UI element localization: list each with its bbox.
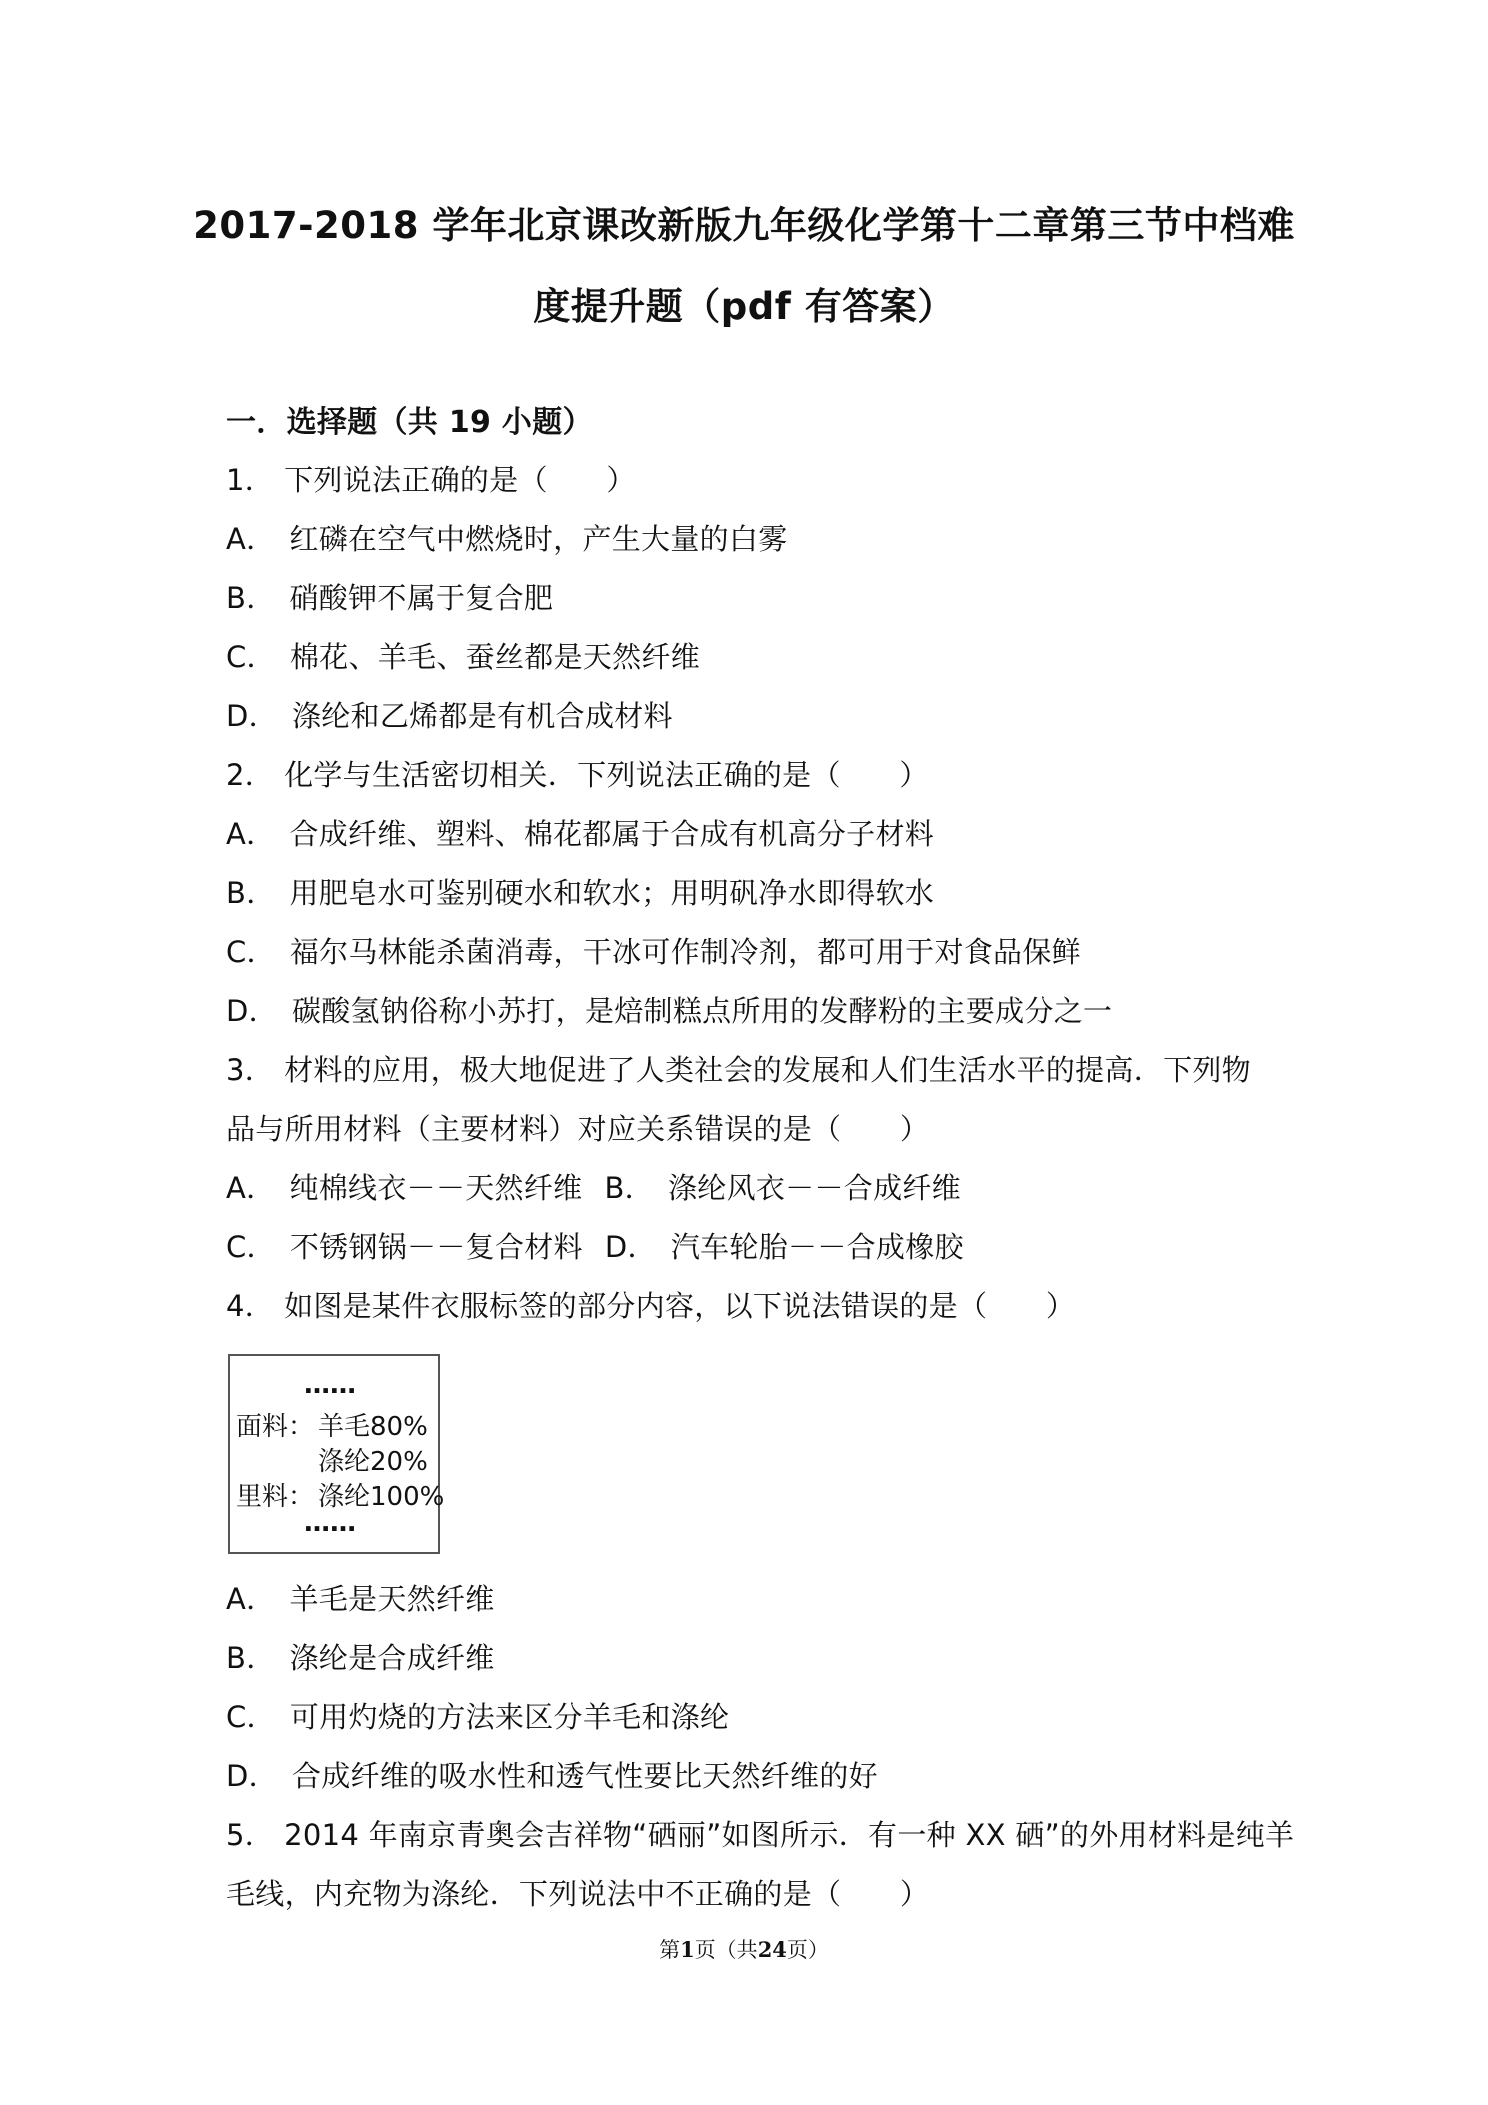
label-fabric-polyester: 涤纶20% [318,1447,428,1477]
q1-option-c [226,637,700,677]
question-stem: 化学与生活密切相关．下列说法正确的是（ ） [284,758,929,792]
label-fabric-key: 面料： [236,1412,315,1442]
clothing-label-figure [228,1354,445,1554]
option-letter: A． [226,1582,276,1616]
document-title-line-1: 2017-2018 学年北京课改新版九年级化学第十二章第三节中档难 [193,204,1295,247]
option-text: 棉花、羊毛、蚕丝都是天然纤维 [289,640,701,674]
option-letter: D． [226,699,278,733]
footer-suffix: 页） [786,1938,829,1962]
label-lining-key: 里料： [236,1482,315,1512]
q1-option-d [226,696,673,736]
q1-option-a [226,519,788,559]
option-letter: D． [226,1759,278,1793]
question-3 [226,1050,1251,1090]
label-ellipsis-top: …… [304,1370,356,1400]
q2-option-a [226,814,934,854]
option-text: 纯棉线衣－－天然纤维 [289,1171,583,1205]
q4-option-a [226,1579,495,1619]
option-letter: C． [226,935,276,969]
option-text: 合成纤维、塑料、棉花都属于合成有机高分子材料 [289,817,935,851]
option-letter: B． [604,1171,654,1205]
question-number: 3． [226,1053,275,1087]
option-text: 羊毛是天然纤维 [289,1582,495,1616]
option-letter: C． [226,1230,276,1264]
option-letter: A． [226,1171,276,1205]
question-1 [226,460,636,500]
q4-option-b [226,1638,495,1678]
question-stem-line-1: 2014 年南京青奥会吉祥物“硒丽”如图所示．有一种 XX 硒”的外用材料是纯羊 [284,1818,1295,1852]
option-text: 涤纶风衣－－合成纤维 [667,1171,961,1205]
question-5 [226,1815,1294,1855]
option-text: 不锈钢锅－－复合材料 [289,1230,583,1264]
label-lining-polyester: 涤纶100% [318,1482,445,1512]
option-letter: B． [226,1641,276,1675]
question-4 [226,1286,1075,1326]
question-5-continued: 毛线，内充物为涤纶．下列说法中不正确的是（ ） [226,1877,930,1911]
section-heading: 一．选择题（共 19 小题） [226,405,593,440]
option-letter: A． [226,817,276,851]
footer-page-number: 1 [680,1937,695,1962]
question-stem: 下列说法正确的是（ ） [284,463,636,497]
option-letter: C． [226,1700,276,1734]
option-letter: D． [226,994,278,1028]
q4-option-c [226,1697,729,1737]
option-text: 合成纤维的吸水性和透气性要比天然纤维的好 [291,1759,878,1793]
question-2 [226,755,929,795]
option-text: 碳酸氢钠俗称小苏打，是焙制糕点所用的发酵粉的主要成分之一 [291,994,1113,1028]
option-text: 涤纶和乙烯都是有机合成材料 [291,699,673,733]
q1-option-b [226,578,553,618]
option-text: 福尔马林能杀菌消毒，干冰可作制冷剂，都可用于对食品保鲜 [289,935,1081,969]
q3-options-cd [226,1227,964,1267]
question-number: 4． [226,1289,275,1323]
option-text: 硝酸钾不属于复合肥 [289,581,554,615]
question-stem-line-1: 材料的应用，极大地促进了人类社会的发展和人们生活水平的提高．下列物 [284,1053,1251,1087]
option-letter: D． [604,1230,657,1264]
q3-options-ab [226,1168,961,1208]
option-text: 涤纶是合成纤维 [289,1641,495,1675]
option-text: 可用灼烧的方法来区分羊毛和涤纶 [289,1700,730,1734]
q2-option-b [226,873,934,913]
page-footer [0,1934,1488,1964]
label-fabric-wool: 羊毛80% [318,1412,428,1442]
option-text: 汽车轮胎－－合成橡胶 [670,1230,964,1264]
question-number: 2． [226,758,275,792]
option-letter: B． [226,876,276,910]
option-text: 用肥皂水可鉴别硬水和软水；用明矾净水即得软水 [289,876,935,910]
question-stem: 如图是某件衣服标签的部分内容，以下说法错误的是（ ） [284,1289,1076,1323]
q2-option-c [226,932,1081,972]
question-3-continued: 品与所用材料（主要材料）对应关系错误的是（ ） [226,1112,930,1146]
question-number: 5． [226,1818,275,1852]
option-letter: C． [226,640,276,674]
footer-middle: 页（共 [694,1938,758,1962]
q4-option-d [226,1756,878,1796]
document-title-line-2: 度提升题（pdf 有答案） [533,285,955,328]
label-ellipsis-bottom: …… [304,1508,356,1538]
question-number: 1． [226,463,275,497]
footer-prefix: 第 [659,1938,681,1962]
q2-option-d [226,991,1112,1031]
option-text: 红磷在空气中燃烧时，产生大量的白雾 [289,522,788,556]
option-letter: A． [226,522,276,556]
footer-total-pages: 24 [757,1937,787,1962]
option-letter: B． [226,581,276,615]
